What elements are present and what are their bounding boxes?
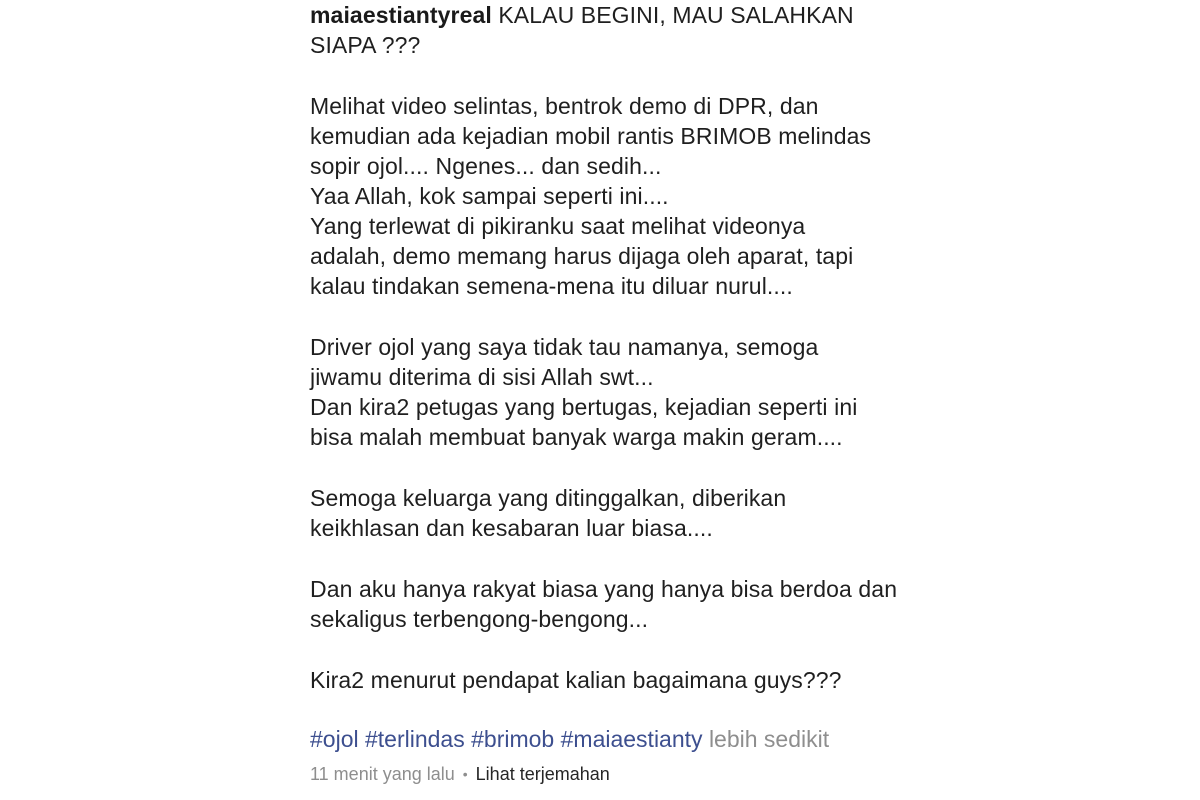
caption-line: adalah, demo memang harus dijaga oleh aparat, tapi <box>310 243 854 269</box>
separator-dot: • <box>462 766 468 782</box>
caption-line: Dan aku hanya rakyat biasa yang hanya bisa berdoa dan <box>310 576 898 602</box>
post-meta-row <box>310 762 610 786</box>
caption-line: Yaa Allah, kok sampai seperti ini.... <box>310 183 669 209</box>
caption-line: kemudian ada kejadian mobil rantis BRIMOB melindas <box>310 123 872 149</box>
hashtag-link-terlindas[interactable]: #terlindas <box>365 726 465 752</box>
hashtag-link-maiaestianty[interactable]: #maiaestianty <box>560 726 703 752</box>
caption-line: jiwamu diterima di sisi Allah swt... <box>310 364 654 390</box>
caption-line: bisa malah membuat banyak warga makin geram.... <box>310 424 843 450</box>
caption-line: Driver ojol yang saya tidak tau namanya, semoga <box>310 334 819 360</box>
caption-line: Yang terlewat di pikiranku saat melihat videonya <box>310 213 806 239</box>
caption-line: kalau tindakan semena-mena itu diluar nurul.... <box>310 273 793 299</box>
see-translation-link[interactable]: Lihat terjemahan <box>475 764 610 784</box>
caption-blank-line <box>310 452 910 483</box>
caption-text: KALAU BEGINI, MAU SALAHKAN <box>491 2 854 28</box>
caption-line <box>310 0 910 30</box>
caption-blank-line <box>310 60 910 91</box>
caption-line: sekaligus terbengong-bengong... <box>310 606 649 632</box>
username-link[interactable]: maiaestiantyreal <box>310 2 492 28</box>
caption-blank-line <box>310 634 910 665</box>
hashtag-link-ojol[interactable]: #ojol <box>310 726 359 752</box>
caption-line: Dan kira2 petugas yang bertugas, kejadian seperti ini <box>310 394 858 420</box>
caption-line: Melihat video selintas, bentrok demo di DPR, dan <box>310 93 819 119</box>
caption-line: SIAPA ??? <box>310 32 421 58</box>
caption-line: keikhlasan dan kesabaran luar biasa.... <box>310 515 713 541</box>
hashtag-link-brimob[interactable]: #brimob <box>471 726 555 752</box>
hashtag-row <box>310 724 829 754</box>
show-less-link[interactable]: lebih sedikit <box>708 726 830 752</box>
caption-blank-line <box>310 543 910 574</box>
caption-line: Semoga keluarga yang ditinggalkan, diberikan <box>310 485 787 511</box>
caption-line: sopir ojol.... Ngenes... dan sedih... <box>310 153 662 179</box>
caption-line: Kira2 menurut pendapat kalian bagaimana guys??? <box>310 667 842 693</box>
post-timestamp: 11 menit yang lalu <box>310 764 455 784</box>
caption-blank-line <box>310 301 910 332</box>
post-caption <box>310 0 910 695</box>
